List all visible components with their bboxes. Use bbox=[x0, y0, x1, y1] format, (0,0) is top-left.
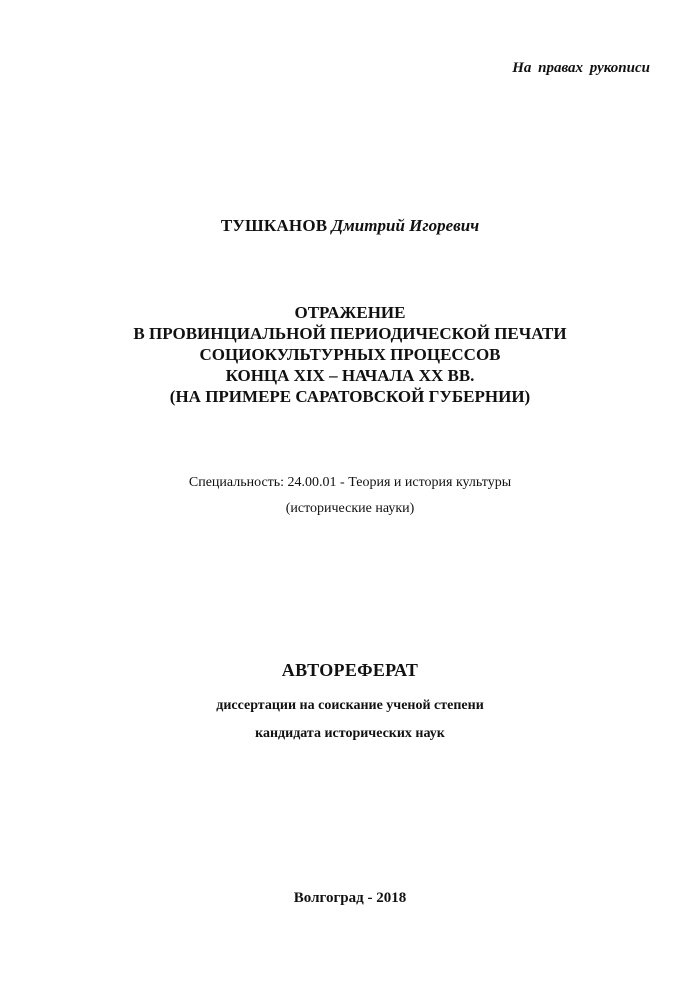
specialty-field: (исторические науки) bbox=[285, 501, 415, 516]
title-line: (НА ПРИМЕРЕ САРАТОВСКОЙ ГУБЕРНИИ) bbox=[169, 387, 531, 406]
title-line: СОЦИОКУЛЬТУРНЫХ ПРОЦЕССОВ bbox=[199, 345, 501, 364]
title-line: КОНЦА XIX – НАЧАЛА XX ВВ. bbox=[225, 366, 475, 385]
degree-line-1: диссертации на соискание ученой степени bbox=[216, 698, 484, 713]
title-line: ОТРАЖЕНИЕ bbox=[294, 303, 406, 322]
degree-line-2: кандидата исторических наук bbox=[255, 726, 445, 741]
title-line: В ПРОВИНЦИАЛЬНОЙ ПЕРИОДИЧЕСКОЙ ПЕЧАТИ bbox=[133, 324, 567, 343]
dissertation-title bbox=[0, 302, 700, 407]
rights-note: На правах рукописи bbox=[512, 60, 650, 76]
specialty-code: Специальность: 24.00.01 - Теория и история культуры bbox=[188, 475, 512, 490]
author-name bbox=[0, 216, 700, 236]
abstract-heading: АВТОРЕФЕРАТ bbox=[281, 660, 419, 680]
city-year: Волгоград - 2018 bbox=[293, 890, 407, 906]
author-given-names: Дмитрий Игоревич bbox=[331, 216, 480, 235]
specialty-block bbox=[0, 470, 700, 522]
abstract-description bbox=[0, 692, 700, 748]
author-surname: ТУШКАНОВ bbox=[220, 216, 328, 235]
